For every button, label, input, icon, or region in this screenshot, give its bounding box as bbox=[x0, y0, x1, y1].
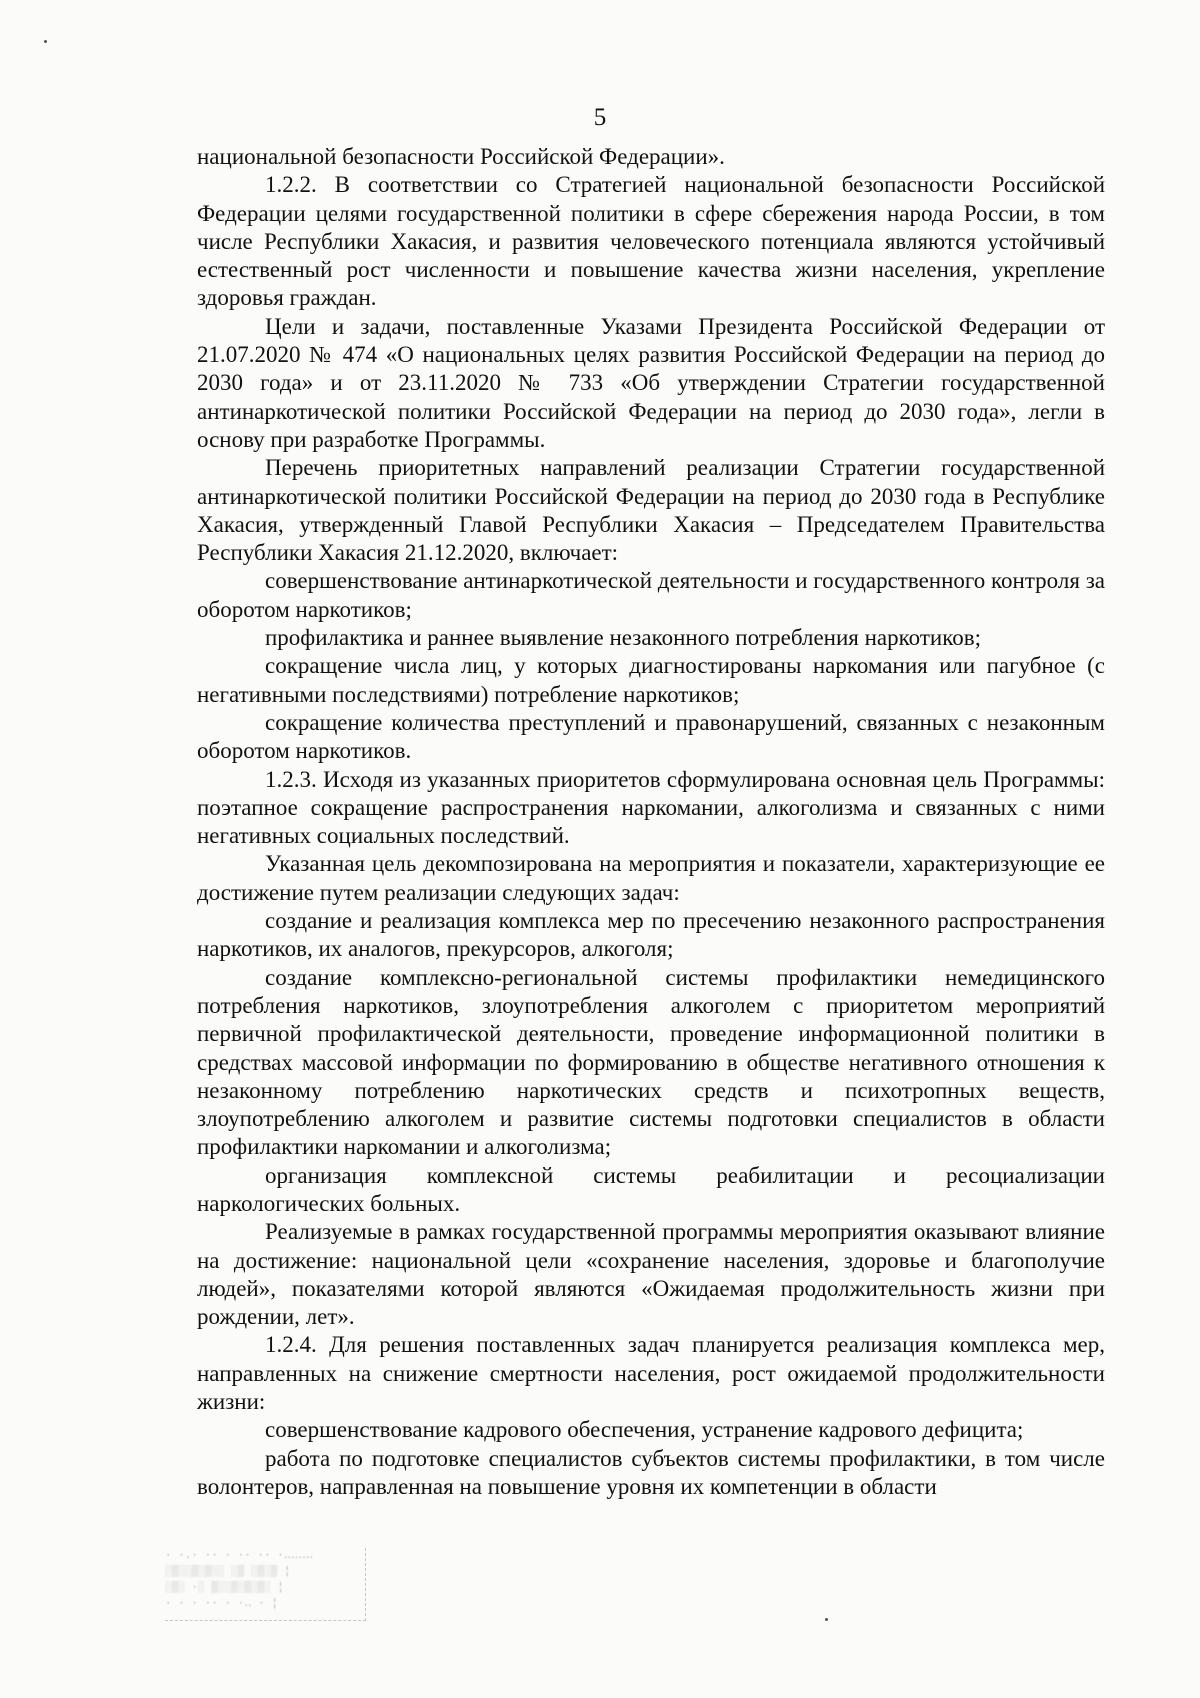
paragraph: 1.2.2. В соответствии со Стратегией национальной безопасности Российской Федерации целями государственной политики в сфере сбережения народа России, в том числе Республики Хакасия, и развития человеческого потенциала являются устойчивый естественный рост численности и повышение качества жизни населения, укрепление здоровья граждан. bbox=[197, 172, 1105, 311]
paragraph: 1.2.4. Для решения поставленных задач планируется реализация комплекса мер, направленных на снижение смертности населения, рост ожидаемой продолжительности жизни: bbox=[197, 1332, 1105, 1415]
list-item: сокращение числа лиц, у которых диагностированы наркомания или пагубное (с негативными последствиями) потребление наркотиков; bbox=[197, 653, 1105, 707]
document-text-body bbox=[197, 143, 1105, 1501]
list-item: создание и реализация комплекса мер по пресечению незаконного распространения наркотиков, их аналогов, прекурсоров, алкоголя; bbox=[197, 908, 1105, 962]
list-item: совершенствование кадрового обеспечения, устранение кадрового дефицита; bbox=[265, 1417, 1024, 1443]
paragraph: Указанная цель декомпозирована на мероприятия и показатели, характеризующие ее достижение путем реализации следующих задач: bbox=[197, 851, 1105, 905]
list-item: совершенствование антинаркотической деятельности и государственного контроля за оборотом наркотиков; bbox=[197, 568, 1105, 622]
page-number: 5 bbox=[593, 104, 607, 131]
list-item: организация комплексной системы реабилитации и ресоциализации наркологических больных. bbox=[197, 1162, 1105, 1216]
list-item: создание комплексно-региональной системы профилактики немедицинского потребления наркотиков, злоупотребления алкоголем с приоритетом мероприятий первичной профилактической деятельности, проведение информационной политики в средствах массовой информации по формированию в обществе негативного отношения к незаконному потреблению наркотических средств и психотропных веществ, злоупотреблению алкоголем и развитие системы подготовки специалистов в области профилактики наркомании и алкоголизма; bbox=[197, 964, 1105, 1160]
scan-speck bbox=[44, 40, 47, 43]
list-item: сокращение количества преступлений и правонарушений, связанных с незаконным оборотом наркотиков. bbox=[197, 709, 1105, 764]
paragraph: 1.2.3. Исходя из указанных приоритетов сформулирована основная цель Программы: поэтапное сокращение распространения наркомании, алкоголизма и связанных с ними негативных социальных последствий. bbox=[197, 766, 1105, 849]
paragraph: Перечень приоритетных направлений реализации Стратегии государственной антинаркотической политики Российской Федерации на период до 2030 года в Республике Хакасия, утвержденный Главой Республики Хакасия – Председателем Правительства Республики Хакасия 21.12.2020, включает: bbox=[197, 455, 1105, 566]
list-item: профилактика и раннее выявление незаконного потребления наркотиков; bbox=[265, 625, 981, 651]
list-item: работа по подготовке специалистов субъектов системы профилактики, в том числе волонтеров, направленная на повышение уровня их компетенции в области bbox=[197, 1445, 1105, 1499]
paragraph: Реализуемые в рамках государственной программы мероприятия оказывают влияние на достижение: национальной цели «сохранение населения, здоровье и благополучие людей», показателями которой являются «Ожидаемая продолжительность жизни при рождении, лет». bbox=[197, 1219, 1105, 1330]
scan-speck bbox=[825, 1618, 828, 1621]
paragraph: национальной безопасности Российской Федерации». bbox=[197, 144, 725, 169]
paragraph: Цели и задачи, поставленные Указами Президента Российской Федерации от 21.07.2020 № 474 «О национальных целях развития Российской Федерации на период до 2030 года» и от 23.11.2020 № 733 «Об утверждении Стратегии государственной антинаркотической политики Российской Федерации на период до 2030 года», легли в основу при разработке Программы. bbox=[197, 313, 1105, 452]
faded-stamp-imprint: · ·.· ·· · ·· ·· ·‥‥‥‥ ░▒░░▒░▒░░ ░▒ ░▒░▒ ¦ ░▒░ ·░ ▒░░▒░▒░▒░ ¦ · · · ·· · ·‥ · ¦ bbox=[165, 1548, 366, 1621]
